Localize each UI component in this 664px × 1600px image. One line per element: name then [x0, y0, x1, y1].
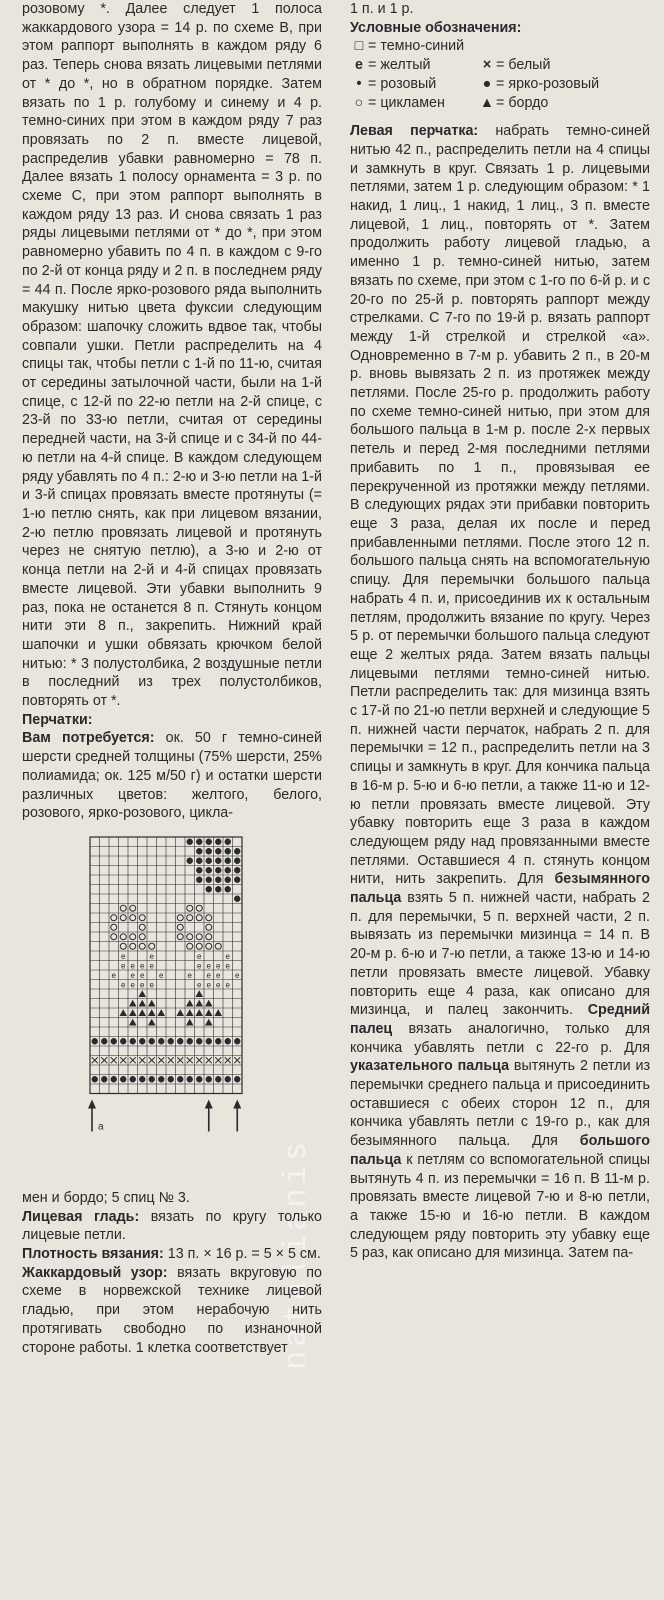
- yellow-stitch: e: [216, 961, 221, 971]
- materials-label: Вам потребуется:: [22, 730, 155, 747]
- bright-pink-stitch: [168, 1038, 174, 1044]
- yellow-stitch: e: [130, 970, 135, 980]
- bordeaux-stitch: [214, 1009, 222, 1016]
- middle-finger-label: Средний палец: [350, 1002, 650, 1037]
- bordeaux-stitch: [186, 1019, 194, 1026]
- bordeaux-stitch: [129, 1009, 137, 1016]
- bright-pink-stitch: [187, 1076, 193, 1082]
- bright-pink-stitch: [196, 1038, 202, 1044]
- legend-label: = желтый: [368, 57, 431, 74]
- watermark: natalianis: [278, 1137, 315, 1370]
- bright-pink-stitch: [196, 876, 202, 882]
- bright-pink-stitch: [215, 1076, 221, 1082]
- cyclamen-stitch: [187, 934, 193, 940]
- yellow-stitch: e: [130, 980, 135, 990]
- bright-pink-stitch: [92, 1038, 98, 1044]
- bright-pink-stitch: [206, 838, 212, 844]
- yellow-stitch: e: [121, 980, 126, 990]
- cyclamen-stitch: [187, 943, 193, 949]
- gauge-continued: 1 п. и 1 р.: [350, 1, 414, 17]
- yellow-stitch: e: [225, 961, 230, 971]
- bright-pink-stitch: [196, 867, 202, 873]
- bright-pink-stitch: [215, 1038, 221, 1044]
- cyclamen-stitch: [139, 915, 145, 921]
- stitch-label: Лицевая гладь:: [22, 1208, 140, 1225]
- cyclamen-stitch: [187, 905, 193, 911]
- cyclamen-stitch: [139, 934, 145, 940]
- ring-finger-text: взять 5 п. нижней части, набрать 2 п. для перемычки, 5 п. верхней части, 2 п. вывязать из перемычки мизинца = 14 п. В 20-м р. 6-ю и 7-ю петли, а также 13-ю и 14-ю петли провязать вместе лицевой. Убавку повторить еще 4 раза, как описано для мизинца, и палец закончить.: [350, 890, 650, 1019]
- cyclamen-stitch: [130, 934, 136, 940]
- materials-paragraph: [22, 729, 322, 823]
- small-dot-icon: •: [356, 75, 362, 92]
- legend-row-navy: [350, 37, 650, 56]
- yellow-stitch: e: [206, 980, 211, 990]
- yellow-stitch: e: [130, 961, 135, 971]
- legend-label: = бордо: [496, 94, 549, 111]
- yellow-stitch: e: [140, 970, 145, 980]
- bright-pink-stitch: [206, 867, 212, 873]
- yellow-stitch: e: [121, 951, 126, 961]
- bright-pink-stitch: [206, 876, 212, 882]
- yellow-stitch: e: [216, 970, 221, 980]
- bright-pink-stitch: [196, 1076, 202, 1082]
- bright-pink-stitch: [225, 867, 231, 873]
- cyclamen-stitch: [111, 924, 117, 930]
- legend-heading: Условные обозначения:: [350, 19, 522, 36]
- density-text: 13 п. × 16 р. = 5 × 5 см.: [163, 1246, 321, 1263]
- yellow-stitch: e: [187, 970, 192, 980]
- knitting-chart: [22, 833, 322, 1183]
- jacquard-label: Жаккардовый узор:: [22, 1264, 168, 1281]
- cross-icon: ×: [482, 57, 492, 74]
- bright-pink-stitch: [92, 1076, 98, 1082]
- bright-pink-stitch: [234, 1038, 240, 1044]
- bright-pink-stitch: [177, 1076, 183, 1082]
- yellow-stitch: e: [159, 970, 164, 980]
- bright-pink-stitch: [225, 848, 231, 854]
- middle-finger-text: вязать аналогично, только для кончика убавлять петли с 22-го р. Для: [350, 1020, 650, 1056]
- bright-pink-stitch: [196, 857, 202, 863]
- yellow-stitch: e: [149, 980, 154, 990]
- bright-pink-stitch: [130, 1038, 136, 1044]
- bright-pink-stitch: [130, 1076, 136, 1082]
- bright-pink-stitch: [215, 876, 221, 882]
- cyclamen-stitch: [139, 943, 145, 949]
- yellow-stitch: e: [197, 961, 202, 971]
- rapport-arrow-head: [205, 1099, 213, 1108]
- cyclamen-stitch: [120, 943, 126, 949]
- stitch-paragraph: [22, 1208, 322, 1245]
- hat-instructions-text: розовому *. Далее следует 1 полоса жаккардового узора = 14 р. по схеме В, при этом раппорт выполнять в каждом ряду 6 раз. Теперь снова вязать лицевыми петлями от * до *, но в обратном порядке. Затем вязать по 1 р. голубому и синему и 4 р. темно-синих при этом в каждом ряду 7 раз провязать по 2 п. вместе лицевой, распределив убавки равномерно = 78 п. Далее вязать 1 полосу орнамента = 3 р. по схеме С, при этом раппорт выполнять в каждом ряду 13 раз. И снова связать 1 раз ряды лицевыми петлями от * до *, при этом равномерно убавить по 4 п. в каждом с 9-го по 2-й от конца ряду и 2 п. в последнем ряду = 44 п. После ярко-розового ряда выполнить макушку нитью цвета фуксии следующим образом: шапочку сложить вдвое так, чтобы совпали ушки. Петли распределить на 4 спицы так, чтобы петли с 1-й по 11-ю, считая от середины затылочной части, были на 1-й спице, с 12-й по 22-ю петли на 2-й спице, с 23-й по 33-ю петли, считая от середины передней части, на 3-й спице и с 34-й по 44-ю петли на 4-й спице. В каждом следующем ряду убавлять по 4 п.: 2-ю и 3-ю петли на 1-й и 3-й спицах провязать вместе протянуты (= 1-ю петлю снять, как при лицевом вязании, 2-ю петлю провязать лицевой и протянуть через не снятую петлю), а 3-ю и 2-ю от конца петли на 2-й и 4-й спицах провязать вместе лицевой. Эти убавки выполнить 9 раз, пока не останется 8 п. Стянуть концом нити эти 8 п., закрепить. Нижний край шапочки и ушки обвязать крючком белой нитью: * 3 полустолбика, 2 воздушные петли в последний из трех полустолбиков, повторять от *.: [22, 1, 322, 710]
- bright-pink-stitch: [215, 838, 221, 844]
- left-column: [22, 0, 322, 1357]
- bright-pink-stitch: [111, 1076, 117, 1082]
- bright-pink-stitch: [206, 1038, 212, 1044]
- bright-pink-stitch: [234, 895, 240, 901]
- bordeaux-stitch: [138, 1000, 146, 1007]
- yellow-stitch: e: [206, 961, 211, 971]
- rapport-arrow-head: [88, 1099, 96, 1108]
- bordeaux-stitch: [138, 990, 146, 997]
- bordeaux-stitch: [186, 1009, 194, 1016]
- bordeaux-stitch: [205, 1009, 213, 1016]
- cyclamen-stitch: [206, 934, 212, 940]
- bordeaux-stitch: [195, 1009, 203, 1016]
- materials-text: ок. 50 г темно-синей шерсти средней толщины (75% шерсти, 25% полиамида; ок. 125 м/50 г) и остатки шерсти различных цветов: желтого, белого, розового, ярко-розового, цикла-: [22, 730, 322, 822]
- yellow-stitch: e: [206, 970, 211, 980]
- index-finger-label: указательного пальца: [350, 1058, 510, 1075]
- triangle-icon: ▲: [479, 94, 495, 111]
- bordeaux-stitch: [129, 1019, 137, 1026]
- cyclamen-stitch: [187, 915, 193, 921]
- bright-pink-stitch: [177, 1038, 183, 1044]
- bright-pink-stitch: [225, 1038, 231, 1044]
- left-glove-text: набрать темно-синей нитью 42 п., распределить петли на 4 спицы и замкнуть в круг. Связать 1 р. лицевыми петлями, затем 1 р. следующим образом: * 1 накид, 1 лиц., 1 накид, 1 лиц., 3 п. вместе лицевой, 1 лиц., повторять от *. Затем продолжить работу лицевой гладью, а именно 1 р. темно-синей нитью, затем вязать по схеме, при этом с 1-го по 6-й р. и с 20-го по 25-й р. повторять раппорт между стрелками. С 7-го по 19-й р. вязать раппорт между 1-й стрелкой и стрелкой «а». Одновременно в 7-м р. убавить 2 п., в 20-м р. вновь вывязать 2 п. из протяжек между петлями. После 25-го р. продолжить работу по схеме темно-синей нитью, при этом для большого пальца в 1-м р. после 2-х первых петель и перед 2-мя последними петлями прибавить по 1 п., провязывая ее перекрученной из протяжки между петлями. В следующих рядах эти прибавки повторить еще 3 раза, делая их после и перед прибавленными петлями. После этого 12 п. большого пальца снять на вспомогательную спицу. Для перемычки большого пальца набрать 4 п. и, присоединив их к остальным петлям, продолжить вязание по кругу. Через 5 р. от перемычки большого пальца следуют еще 2 желтых ряда. Затем вязать пальцы лицевыми петлями темно-синей нитью. Петли распределить так: для мизинца взять с 17-й по 21-ю петли верхней и следующие 5 п. нижней части перчаток, набрать 2 п. для перемычки = 12 п., распределить петли на 3 спицы и замкнуть в круг. Для кончика пальца в 16-м р. 5-ю и 6-ю петли, а также 11-ю и 12-ю петли провязать вместе лицевой. Эту убавку повторить еще 3 раза в каждом следующем ряду над провязанными вместе петлями. Оставшиеся 4 п. стянуть концом нити, нить закрепить. Для: [350, 123, 650, 888]
- bright-pink-stitch: [168, 1076, 174, 1082]
- bright-pink-stitch: [139, 1076, 145, 1082]
- legend-row-cyclamen: [350, 94, 650, 113]
- cyclamen-stitch: [196, 934, 202, 940]
- rapport-arrow-head: [233, 1099, 241, 1108]
- jacquard-text: вязать вкруговую по схеме в норвежской технике лицевой гладью, при этом нерабочую нить протягивать свободно по изнаночной стороне работы. 1 клетка соответствует: [22, 1264, 322, 1356]
- right-column: [350, 0, 650, 1263]
- cyclamen-stitch: [177, 915, 183, 921]
- bright-pink-stitch: [234, 857, 240, 863]
- cyclamen-stitch: [215, 943, 221, 949]
- legend-label: = розовый: [368, 75, 437, 92]
- bright-pink-stitch: [225, 1076, 231, 1082]
- bright-pink-stitch: [215, 848, 221, 854]
- bordeaux-stitch: [148, 1009, 156, 1016]
- bright-pink-stitch: [101, 1076, 107, 1082]
- jacquard-paragraph: [22, 1264, 322, 1358]
- cyclamen-stitch: [139, 924, 145, 930]
- bordeaux-stitch: [148, 1019, 156, 1026]
- yellow-stitch: e: [140, 961, 145, 971]
- legend-label: = белый: [496, 57, 551, 74]
- legend-row-pink: [350, 75, 650, 94]
- legend-label: = темно-синий: [368, 38, 465, 55]
- bright-pink-stitch: [225, 838, 231, 844]
- yellow-stitch: e: [216, 980, 221, 990]
- materials-continued: мен и бордо; 5 спиц № 3.: [22, 1189, 190, 1206]
- cyclamen-stitch: [111, 915, 117, 921]
- yellow-stitch: e: [197, 980, 202, 990]
- cyclamen-stitch: [206, 924, 212, 930]
- cyclamen-stitch: [130, 943, 136, 949]
- chart-grid: [88, 833, 248, 1183]
- bright-pink-stitch: [149, 1076, 155, 1082]
- bright-pink-stitch: [187, 838, 193, 844]
- bright-pink-stitch: [225, 857, 231, 863]
- cyclamen-stitch: [149, 943, 155, 949]
- bright-pink-stitch: [111, 1038, 117, 1044]
- bordeaux-stitch: [119, 1009, 127, 1016]
- yellow-stitch: e: [225, 951, 230, 961]
- legend-label: = цикламен: [368, 94, 445, 111]
- density-label: Плотность вязания:: [22, 1246, 164, 1263]
- bright-pink-stitch: [206, 1076, 212, 1082]
- yellow-stitch: e: [149, 961, 154, 971]
- thumb-label: большого пальца: [350, 1133, 650, 1168]
- cyclamen-stitch: [130, 905, 136, 911]
- bright-pink-stitch: [234, 1076, 240, 1082]
- bright-pink-stitch: [196, 848, 202, 854]
- cyclamen-stitch: [196, 943, 202, 949]
- index-finger-text: вытянуть 2 петли из перемычки среднего пальца и присоединить оставшиеся с обеих сторон 12 п., для кончика убавлять петли с 19-го р., как для безымянного пальца. Для: [350, 1058, 650, 1150]
- cyclamen-stitch: [206, 943, 212, 949]
- yellow-stitch: e: [149, 951, 154, 961]
- bright-pink-stitch: [234, 848, 240, 854]
- filled-circle-icon: ●: [482, 75, 492, 92]
- yellow-stitch: e: [235, 970, 240, 980]
- bright-pink-stitch: [120, 1076, 126, 1082]
- bordeaux-stitch: [176, 1009, 184, 1016]
- bright-pink-stitch: [225, 876, 231, 882]
- legend-label: = ярко-розовый: [496, 75, 600, 92]
- bordeaux-stitch: [205, 1019, 213, 1026]
- bright-pink-stitch: [225, 886, 231, 892]
- letter-e-icon: e: [355, 57, 363, 74]
- bordeaux-stitch: [205, 1000, 213, 1007]
- cyclamen-stitch: [196, 915, 202, 921]
- bright-pink-stitch: [206, 886, 212, 892]
- gloves-heading: Перчатки:: [22, 711, 93, 728]
- square-icon: □: [354, 38, 364, 55]
- bordeaux-stitch: [195, 1000, 203, 1007]
- cyclamen-stitch: [120, 934, 126, 940]
- yellow-stitch: e: [121, 961, 126, 971]
- bright-pink-stitch: [187, 1038, 193, 1044]
- bright-pink-stitch: [158, 1076, 164, 1082]
- bright-pink-stitch: [234, 867, 240, 873]
- legend-row-yellow-white: [350, 56, 650, 75]
- bright-pink-stitch: [149, 1038, 155, 1044]
- bright-pink-stitch: [187, 857, 193, 863]
- ring-finger-label: безымянного пальца: [350, 871, 650, 907]
- bright-pink-stitch: [196, 838, 202, 844]
- cyclamen-stitch: [111, 934, 117, 940]
- bordeaux-stitch: [138, 1009, 146, 1016]
- cyclamen-stitch: [177, 924, 183, 930]
- yellow-stitch: e: [197, 951, 202, 961]
- bright-pink-stitch: [215, 857, 221, 863]
- cyclamen-stitch: [130, 915, 136, 921]
- cyclamen-stitch: [120, 905, 126, 911]
- cyclamen-stitch: [196, 905, 202, 911]
- bright-pink-stitch: [158, 1038, 164, 1044]
- bright-pink-stitch: [120, 1038, 126, 1044]
- yellow-stitch: e: [140, 980, 145, 990]
- bright-pink-stitch: [206, 848, 212, 854]
- bright-pink-stitch: [215, 886, 221, 892]
- bordeaux-stitch: [148, 1000, 156, 1007]
- yellow-stitch: e: [225, 980, 230, 990]
- stitch-text: вязать по кругу только лицевые петли.: [22, 1208, 323, 1244]
- bordeaux-stitch: [129, 1000, 137, 1007]
- cyclamen-stitch: [206, 915, 212, 921]
- thumb-text: к петлям со вспомогательной спицы вытянуть 4 п. из перемычки = 16 п. В 11-м р. провязать вместе лицевой 7-ю и 8-ю петли, а также 15-ю и 16-ю петли. В каждом следующем ряду повторить эту убавку еще 5 раз, как описано для мизинца. Затем па-: [350, 1151, 650, 1262]
- cyclamen-stitch: [120, 915, 126, 921]
- yellow-stitch: e: [111, 970, 116, 980]
- bordeaux-stitch: [186, 1000, 194, 1007]
- bright-pink-stitch: [234, 876, 240, 882]
- left-glove-label: Левая перчатка:: [350, 123, 479, 140]
- density-paragraph: [22, 1245, 322, 1264]
- cyclamen-stitch: [177, 934, 183, 940]
- bright-pink-stitch: [215, 867, 221, 873]
- arrow-a-label: a: [98, 1121, 104, 1133]
- bright-pink-stitch: [139, 1038, 145, 1044]
- left-glove-paragraph: [350, 122, 650, 1263]
- bright-pink-stitch: [101, 1038, 107, 1044]
- open-circle-icon: ○: [354, 94, 364, 111]
- bright-pink-stitch: [206, 857, 212, 863]
- bordeaux-stitch: [195, 990, 203, 997]
- bordeaux-stitch: [157, 1009, 165, 1016]
